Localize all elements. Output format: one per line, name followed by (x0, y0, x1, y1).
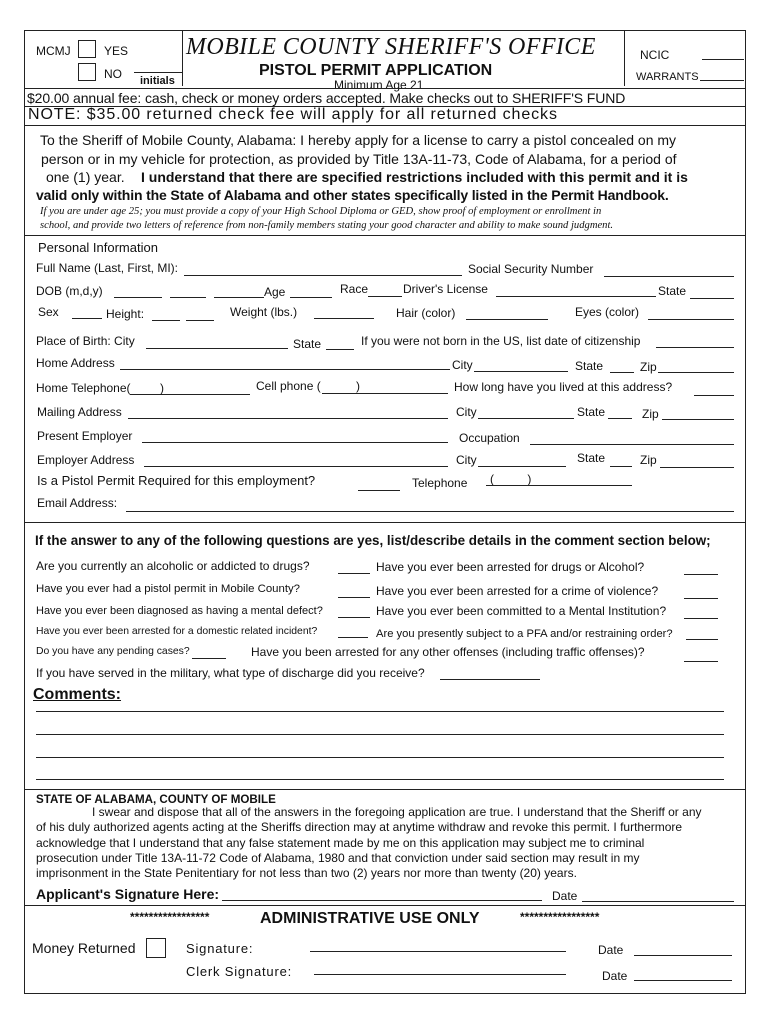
warrants-field[interactable] (700, 80, 744, 81)
employer-address-label: Employer Address (37, 453, 135, 467)
weight-field[interactable] (314, 305, 374, 319)
dob-day-field[interactable] (170, 284, 206, 298)
home-zip-field[interactable] (658, 359, 734, 373)
fee-notice: $20.00 annual fee: cash, check or money orders accepted. Make checks out to SHERIFF'S FUND (27, 90, 626, 106)
office-title: MOBILE COUNTY SHERIFF'S OFFICE (186, 34, 596, 60)
under-25-note-1: If you are under age 25; you must provide a copy of your High School Diploma or GED, show proof of employment or enrollment in (40, 206, 602, 217)
header-divider-left (182, 30, 183, 86)
citizenship-label: If you were not born in the US, list date of citizenship (361, 334, 641, 348)
mailing-city-label: City (456, 405, 477, 419)
intro-line-3-bold: I understand that there are specified restrictions included with this permit and it is (141, 169, 688, 185)
header-divider-right (624, 30, 625, 86)
question-domestic: Have you ever been arrested for a domestic related incident? (36, 626, 318, 637)
mcmj-label: MCMJ (36, 44, 71, 58)
height-label: Height: (106, 307, 145, 321)
ncic-field[interactable] (702, 59, 744, 60)
oath-line-3: acknowledge that I understand that any false statement made by me on this application may subject me to criminal (36, 836, 645, 850)
cell-phone-field[interactable] (322, 380, 448, 394)
sex-field[interactable] (72, 305, 102, 319)
clerk-signature-label: Clerk Signature: (186, 964, 293, 979)
intro-line-2: person or in my vehicle for protection, as provided by Title 13A-11-73, Code of Alabama, for a period of (41, 151, 677, 167)
race-label: Race (340, 282, 369, 296)
birth-state-label: State (293, 337, 322, 351)
intro-line-3-plain: one (1) year. (46, 169, 125, 185)
dl-state-label: State (658, 284, 687, 298)
rule (24, 789, 746, 790)
permit-required-label: Is a Pistol Permit Required for this employment? (37, 473, 316, 488)
admin-date-label: Date (598, 943, 624, 957)
yes-label: YES (104, 44, 129, 58)
admin-stars-right: ***************** (520, 910, 600, 924)
answer-mental-institution[interactable] (684, 605, 718, 619)
rule (24, 235, 746, 236)
rule (24, 905, 746, 906)
how-long-field[interactable] (694, 382, 734, 396)
admin-signature-label: Signature: (186, 941, 254, 956)
occupation-field[interactable] (530, 431, 734, 445)
question-mental-defect: Have you ever been diagnosed as having a mental defect? (36, 605, 323, 617)
drivers-license-label: Driver's License (403, 282, 488, 296)
warrants-label: WARRANTS (636, 71, 699, 83)
question-arrested-drugs: Have you ever been arrested for drugs or Alcohol? (376, 560, 645, 574)
weight-label: Weight (lbs.) (230, 305, 298, 319)
question-violence: Have you ever been arrested for a crime of violence? (376, 584, 659, 598)
comment-line-2[interactable] (36, 734, 724, 735)
answer-mental-defect[interactable] (338, 604, 370, 618)
under-25-note-2: school, and provide two letters of reference from non-family members stating your good character and ability to make sound judgment. (40, 220, 614, 231)
mailing-address-label: Mailing Address (37, 405, 122, 419)
no-checkbox[interactable] (78, 63, 96, 81)
employer-state-label: State (577, 451, 606, 465)
applicant-date-label: Date (552, 889, 578, 903)
employer-state-field[interactable] (610, 453, 632, 467)
question-other-offenses: Have you been arrested for any other offenses (including traffic offenses)? (251, 645, 645, 659)
birth-city-label: Place of Birth: City (36, 334, 135, 348)
oath-line-4: prosecution under Title 13A-11-72 Code of Alabama, 1980 and that conviction under said section may result in my (36, 851, 640, 865)
answer-arrested-drugs[interactable] (684, 561, 718, 575)
answer-military[interactable] (440, 666, 540, 680)
initials-label: initials (140, 75, 175, 87)
clerk-signature-field[interactable] (314, 974, 566, 975)
clerk-date-label: Date (602, 969, 628, 983)
admin-date-field[interactable] (634, 955, 732, 956)
employer-city-label: City (456, 453, 477, 467)
dob-year-field[interactable] (214, 284, 264, 298)
returned-check-notice: NOTE: $35.00 returned check fee will apply for all returned checks (28, 106, 558, 123)
employer-city-field[interactable] (478, 453, 566, 467)
employer-telephone-label: Telephone (412, 476, 468, 490)
question-prior-permit: Have you ever had a pistol permit in Mobile County? (36, 583, 301, 595)
question-alcoholic: Are you currently an alcoholic or addicted to drugs? (36, 559, 310, 573)
comment-line-1[interactable] (36, 711, 724, 712)
no-label: NO (104, 67, 122, 81)
mailing-zip-label: Zip (642, 407, 659, 421)
age-label: Age (264, 285, 286, 299)
minimum-age: Minimum Age 21 (334, 78, 424, 92)
cell-phone-label: Cell phone ( (256, 379, 321, 393)
admin-signature-field[interactable] (310, 951, 566, 952)
answer-violence[interactable] (684, 585, 718, 599)
question-pending-cases: Do you have any pending cases? (36, 646, 190, 657)
answer-pfa[interactable] (686, 626, 718, 640)
mailing-address-field[interactable] (128, 405, 448, 419)
question-mental-institution: Have you ever been committed to a Mental Institution? (376, 604, 667, 618)
employer-zip-field[interactable] (660, 454, 734, 468)
full-name-field[interactable] (184, 262, 462, 276)
mailing-zip-field[interactable] (662, 406, 734, 420)
answer-pending-cases[interactable] (192, 645, 226, 659)
hair-label: Hair (color) (396, 306, 456, 320)
oath-line-2: of his duly authorized agents acting at the Sheriffs direction may at anytime withdraw and revoke this permit. I furthermore (36, 820, 683, 834)
money-returned-checkbox[interactable] (146, 938, 166, 958)
rule (24, 522, 746, 523)
home-city-label: City (452, 358, 473, 372)
form-title: PISTOL PERMIT APPLICATION (259, 62, 493, 79)
occupation-label: Occupation (459, 431, 520, 445)
rule (24, 88, 746, 89)
applicant-signature-label: Applicant's Signature Here: (36, 886, 220, 902)
money-returned-label: Money Returned (32, 940, 136, 956)
answer-domestic[interactable] (338, 624, 368, 638)
home-telephone-field[interactable] (130, 381, 250, 395)
home-zip-label: Zip (640, 360, 657, 374)
hair-field[interactable] (466, 306, 548, 320)
oath-line-5: imprisonment in the State Penitentiary for not less than two (2) years nor more than twenty (20) years. (36, 866, 577, 880)
answer-alcoholic[interactable] (338, 560, 370, 574)
mailing-state-label: State (577, 405, 606, 419)
employer-zip-label: Zip (640, 453, 657, 467)
home-telephone-label: Home Telephone( (36, 381, 131, 395)
admin-title: ADMINISTRATIVE USE ONLY (260, 910, 480, 927)
answer-prior-permit[interactable] (338, 584, 370, 598)
questions-heading: If the answer to any of the following questions are yes, list/describe details in the comment section below; (35, 533, 711, 548)
ssn-label: Social Security Number (468, 262, 594, 276)
clerk-date-field[interactable] (634, 980, 732, 981)
oath-heading: STATE OF ALABAMA, COUNTY OF MOBILE (36, 793, 276, 806)
eyes-label: Eyes (color) (575, 305, 640, 319)
height-feet-field[interactable] (152, 307, 180, 321)
present-employer-field[interactable] (142, 429, 448, 443)
ncic-label: NCIC (640, 48, 670, 62)
citizenship-field[interactable] (656, 334, 734, 348)
rule (24, 125, 746, 126)
comment-line-3[interactable] (36, 757, 724, 758)
ssn-field[interactable] (604, 263, 734, 277)
home-state-label: State (575, 359, 604, 373)
question-pfa: Are you presently subject to a PFA and/or restraining order? (376, 628, 673, 640)
mailing-city-field[interactable] (478, 405, 574, 419)
oath-line-1: I swear and dispose that all of the answers in the foregoing application are true. I understand that the Sheriff or any (92, 805, 702, 819)
height-inches-field[interactable] (186, 307, 214, 321)
sex-label: Sex (38, 305, 59, 319)
eyes-field[interactable] (648, 306, 734, 320)
present-employer-label: Present Employer (37, 429, 133, 443)
how-long-label: How long have you lived at this address? (454, 380, 673, 394)
race-field[interactable] (368, 283, 402, 297)
email-field[interactable] (126, 498, 734, 512)
yes-checkbox[interactable] (78, 40, 96, 58)
drivers-license-field[interactable] (496, 283, 656, 297)
admin-stars-left: ***************** (130, 910, 210, 924)
comments-label: Comments: (33, 686, 122, 703)
answer-other-offenses[interactable] (684, 648, 718, 662)
initials-line (134, 72, 182, 73)
dob-label: DOB (m,d,y) (36, 284, 103, 298)
home-city-field[interactable] (474, 358, 568, 372)
cell-phone-paren: ) (356, 379, 360, 393)
dl-state-field[interactable] (690, 285, 734, 299)
permit-required-field[interactable] (358, 477, 400, 491)
mailing-state-field[interactable] (608, 405, 632, 419)
email-label: Email Address: (37, 496, 118, 510)
intro-line-1: To the Sheriff of Mobile County, Alabama: I hereby apply for a license to carry a pistol concealed on my (40, 132, 677, 148)
intro-line-4-bold: valid only within the State of Alabama and other states specifically listed in the Permit Handbook. (36, 187, 669, 203)
question-military: If you have served in the military, what type of discharge did you receive? (36, 666, 425, 680)
applicant-signature-field[interactable] (222, 885, 542, 901)
comment-line-4[interactable] (36, 779, 724, 780)
home-telephone-paren: ) (160, 381, 164, 395)
birth-city-field[interactable] (146, 335, 288, 349)
employer-telephone-parens: ( ) (490, 472, 532, 486)
age-field[interactable] (290, 284, 332, 298)
full-name-label: Full Name (Last, First, MI): (36, 261, 179, 275)
home-state-field[interactable] (610, 359, 634, 373)
personal-info-heading: Personal Information (38, 240, 158, 255)
birth-state-field[interactable] (326, 336, 354, 350)
home-address-field[interactable] (120, 356, 450, 370)
applicant-date-field[interactable] (582, 888, 734, 902)
dob-month-field[interactable] (114, 284, 162, 298)
home-address-label: Home Address (36, 356, 115, 370)
employer-telephone-field[interactable] (486, 472, 632, 486)
employer-address-field[interactable] (144, 453, 448, 467)
